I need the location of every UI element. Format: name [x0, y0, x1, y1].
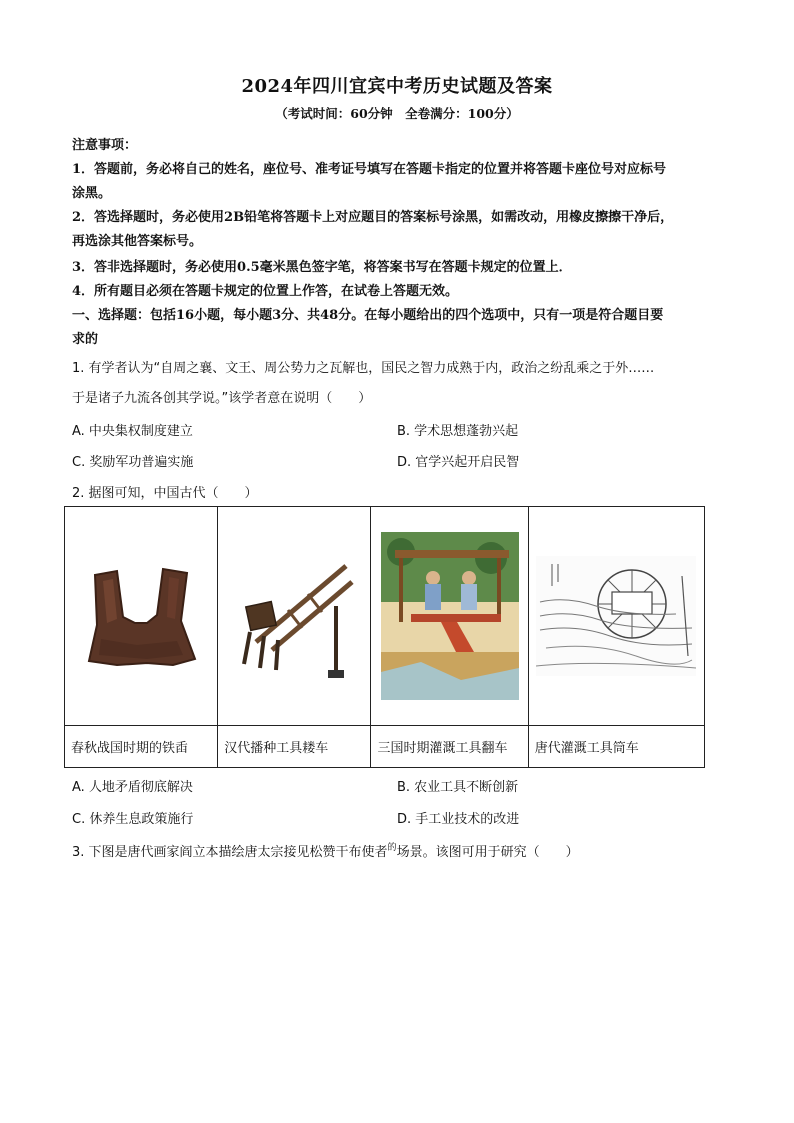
seed-drill-image: [228, 546, 360, 686]
chain-pump-painting-image: [381, 532, 519, 700]
note-1: 1．答题前，务必将自己的姓名，座位号、准考证号填写在答题卡指定的位置并将答题卡座位号对应标号: [72, 162, 667, 177]
caption-water-wheel: 唐代灌溉工具筒车: [528, 726, 704, 768]
caption-chain-pump: 三国时期灌溉工具翻车: [371, 726, 528, 768]
q1-option-a: A. 中央集权制度建立: [72, 424, 193, 439]
q1-stem-cont: 于是诸子九流各创其学说。”该学者意在说明（ ）: [72, 391, 372, 406]
iron-spade-image: [77, 561, 205, 671]
note-3: 3．答非选择题时，务必使用0.5毫米黑色签字笔，将答案书写在答题卡规定的位置上．: [72, 260, 572, 275]
q2-option-a: A. 人地矛盾彻底解决: [72, 780, 193, 795]
q1-option-b: B. 学术思想蓬勃兴起: [397, 424, 519, 439]
q3-stem-superscript: 的: [387, 843, 397, 853]
caption-iron-spade: 春秋战国时期的铁臿: [65, 726, 218, 768]
exam-info: （考试时间：60分钟 全卷满分：100分）: [275, 106, 519, 121]
notes-heading: 注意事项：: [72, 138, 138, 153]
q3-stem-part-2: 场景。该图可用于研究（ ）: [396, 845, 579, 860]
q2-option-c: C. 休养生息政策施行: [72, 812, 194, 827]
section-heading-cont: 求的: [72, 332, 99, 347]
q2-figure-table: [64, 506, 705, 768]
caption-seed-drill: 汉代播种工具耧车: [218, 726, 371, 768]
q3-stem-part-1: 3. 下图是唐代画家阎立本描绘唐太宗接见松赞干布使者: [72, 845, 388, 860]
water-wheel-sketch-image: [536, 556, 696, 676]
image-cell-water-wheel: [528, 507, 704, 726]
q3-stem: [72, 840, 579, 860]
q2-option-b: B. 农业工具不断创新: [397, 780, 519, 795]
q1-option-c: C. 奖励军功普遍实施: [72, 455, 194, 470]
q1-option-d: D. 官学兴起开启民智: [397, 455, 520, 470]
note-2-cont: 再选涂其他答案标号。: [72, 234, 203, 249]
image-cell-square-pallet-chain-pump: [371, 507, 528, 726]
image-cell-seed-drill: [218, 507, 371, 726]
q1-stem: 1. 有学者认为“自周之襄、文王、周公势力之瓦解也，国民之智力成熟于内，政治之纷乱乘之于外……: [72, 361, 655, 376]
q2-stem: 2. 据图可知，中国古代（ ）: [72, 486, 258, 501]
image-cell-iron-spade: [65, 507, 218, 726]
section-heading: 一、选择题：包括16小题，每小题3分、共48分。在每小题给出的四个选项中，只有一项是符合题目要: [72, 308, 664, 323]
note-1-cont: 涂黑。: [72, 186, 112, 201]
note-4: 4．所有题目必须在答题卡规定的位置上作答，在试卷上答题无效。: [72, 284, 459, 299]
q2-option-d: D. 手工业技术的改进: [397, 812, 520, 827]
page-title: 2024年四川宜宾中考历史试题及答案: [241, 76, 553, 97]
note-2: 2．答选择题时，务必使用2B铅笔将答题卡上对应题目的答案标号涂黑，如需改动，用橡皮擦擦干净后，: [72, 210, 674, 225]
